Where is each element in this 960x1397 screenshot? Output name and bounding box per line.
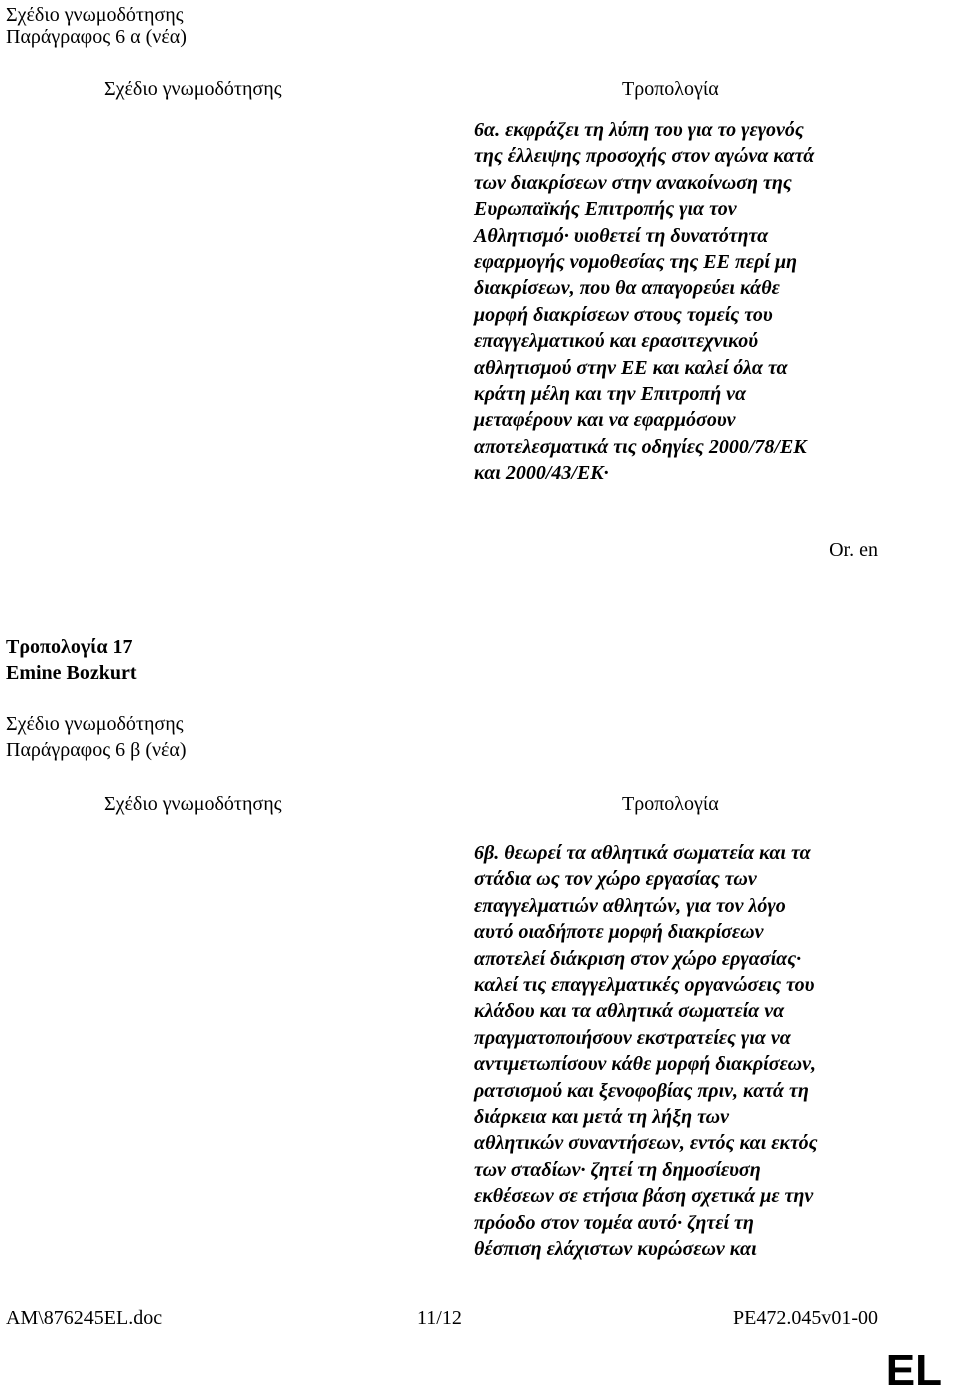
- section1-amendment-text: [474, 117, 914, 487]
- section1-column-header-left: Σχέδιο γνωμοδότησης: [104, 78, 282, 100]
- section1-amendment-line: επαγγελματικού και ερασιτεχνικού: [474, 330, 759, 353]
- section2-amendment-line: εκθέσεων σε ετήσια βάση σχετικά με την: [474, 1185, 814, 1208]
- section1-amendment-line: μορφή διακρίσεων στους τομείς του: [474, 303, 773, 326]
- section2-amendment-line: αθλητικών συναντήσεων, εντός και εκτός: [474, 1132, 818, 1155]
- section1-amendment-line: κράτη μέλη και την Επιτροπή να: [474, 383, 747, 406]
- section2-amendment-text: [474, 840, 914, 1263]
- footer-language-code: EL: [885, 1346, 942, 1395]
- amendment-author: Emine Bozkurt: [6, 662, 137, 684]
- section2-amendment-line: αποτελεί διάκριση στον χώρο εργασίας·: [474, 947, 802, 970]
- section2-heading-line1: Σχέδιο γνωμοδότησης: [6, 713, 184, 735]
- section1-amendment-line: 6α. εκφράζει τη λύπη του για το γεγονός: [474, 119, 804, 141]
- section2-amendment-line: 6β. θεωρεί τα αθλητικά σωματεία και τα: [474, 842, 811, 864]
- section2-amendment-line: αντιμετωπίσουν κάθε μορφή διακρίσεων,: [474, 1053, 817, 1076]
- section1-column-header-right: Τροπολογία: [622, 78, 719, 100]
- footer-page-number: 11/12: [417, 1307, 462, 1329]
- section1-amendment-line: αποτελεσματικά τις οδηγίες 2000/78/ΕΚ: [474, 435, 807, 458]
- footer-doc-ref: AM\876245EL.doc: [6, 1307, 163, 1329]
- footer-pe-ref: PE472.045v01-00: [733, 1307, 878, 1329]
- amendment-title: Τροπολογία 17: [6, 636, 133, 658]
- section1-amendment-line: των διακρίσεων στην ανακοίνωση της: [474, 171, 792, 194]
- section1-amendment-line: της έλλειψης προσοχής στον αγώνα κατά: [474, 145, 815, 168]
- section2-amendment-line: πρόοδο στον τομέα αυτό· ζητεί τη: [474, 1211, 754, 1234]
- section1-heading-line2: Παράγραφος 6 α (νέα): [6, 26, 187, 48]
- section2-amendment-line: ρατσισμού και ξενοφοβίας πριν, κατά τη: [474, 1079, 809, 1102]
- section1-amendment-line: εφαρμογής νομοθεσίας της ΕΕ περί μη: [474, 251, 798, 274]
- section1-original-language: Or. en: [829, 539, 878, 561]
- section2-amendment-line: διάρκεια και μετά τη λήξη των: [474, 1106, 730, 1129]
- section1-amendment-line: αθλητισμού στην ΕΕ και καλεί όλα τα: [474, 356, 788, 379]
- section1-amendment-line: Αθλητισμό· υιοθετεί τη δυνατότητα: [474, 224, 769, 247]
- section2-amendment-line: αυτό οιαδήποτε μορφή διακρίσεων: [474, 921, 764, 944]
- section2-amendment-line: κλάδου και τα αθλητικά σωματεία να: [474, 1000, 785, 1023]
- section2-amendment-line: θέσπιση ελάχιστων κυρώσεων και: [474, 1238, 757, 1261]
- section1-amendment-line: και 2000/43/ΕΚ·: [474, 462, 609, 485]
- section1-amendment-line: μεταφέρουν και να εφαρμόσουν: [474, 409, 736, 432]
- section1-amendment-line: Ευρωπαϊκής Επιτροπής για τον: [474, 198, 737, 221]
- section1-amendment-line: διακρίσεων, που θα απαγορεύει κάθε: [474, 277, 780, 300]
- section1-heading-line1: Σχέδιο γνωμοδότησης: [6, 4, 184, 26]
- section2-heading-line2: Παράγραφος 6 β (νέα): [6, 739, 187, 761]
- section2-amendment-line: επαγγελματιών αθλητών, για τον λόγο: [474, 894, 786, 917]
- section2-amendment-line: στάδια ως τον χώρο εργασίας των: [474, 868, 757, 891]
- section2-column-header-left: Σχέδιο γνωμοδότησης: [104, 793, 282, 815]
- section2-amendment-line: των σταδίων· ζητεί τη δημοσίευση: [474, 1158, 761, 1181]
- section2-column-header-right: Τροπολογία: [622, 793, 719, 815]
- section2-amendment-line: καλεί τις επαγγελματικές οργανώσεις του: [474, 974, 815, 997]
- section2-amendment-line: πραγματοποιήσουν εκστρατείες για να: [474, 1026, 791, 1049]
